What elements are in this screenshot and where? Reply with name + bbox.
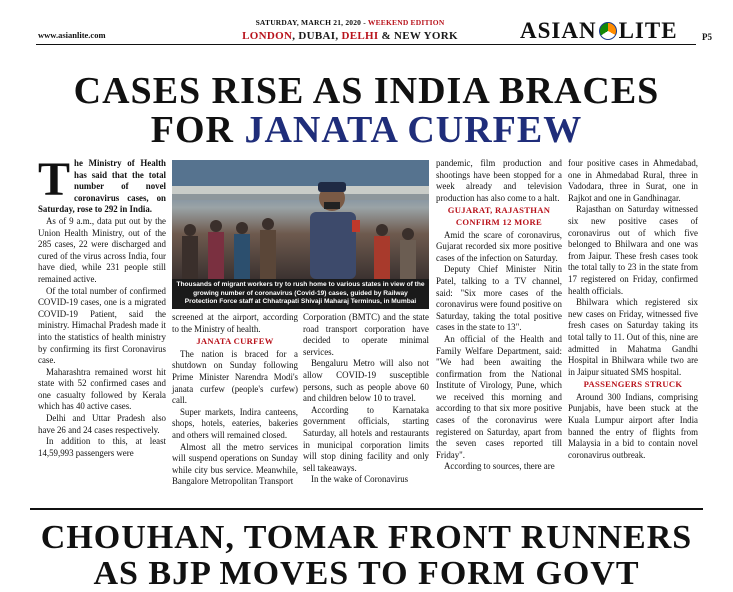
city-delhi: DELHI <box>341 30 379 42</box>
second-headline <box>30 520 703 592</box>
second-headline-line-2: AS BJP MOVES TO FORM GOVT <box>93 555 640 592</box>
masthead-rule <box>36 44 696 45</box>
city-new-york: NEW YORK <box>394 30 458 42</box>
paragraph: Rajasthan on Saturday witnessed six new positive cases of coronavirus out of which five belonged to Bhilwara and one was from Jaipur. These fresh cases took the total tally to 23 in the state from 17 registered on Friday, confirmed health officials. <box>568 204 698 296</box>
dateline <box>200 18 500 27</box>
india-flag-icon <box>599 22 617 40</box>
page-number: P5 <box>702 32 712 42</box>
paragraph: As of 9 a.m., data put out by the Union Health Ministry, out of the 285 cases, 22 were discharged and cured of the virus across India, four have died, while 231 people still remained active. <box>38 215 166 284</box>
city-london: LONDON <box>242 30 293 42</box>
issue-date: SATURDAY, MARCH 21, 2020 - <box>255 18 366 27</box>
paragraph: Around 300 Indians, comprising Punjabis, have been stuck at the Kuala Lumpur airport after India banned the entry of flights from Malaysia in a bid to contain novel coronavirus outbreak. <box>568 391 698 460</box>
lead-paragraph: he Ministry of Health has said that the total number of novel coronavirus cases, on Saturday, rose to 292 in India. <box>38 158 166 215</box>
paragraph: Deputy Chief Minister Nitin Patel, talking to a TV channel, said: "Six more cases of the coronavirus were found positive on Saturday, taking the total positive cases in the state to 13". <box>436 264 562 333</box>
paragraph: Amid the scare of coronavirus, Gujarat recorded six more positive cases of the infection on Saturday. <box>436 229 562 263</box>
edition-label: WEEKEND EDITION <box>367 18 445 27</box>
headline-line-2 <box>30 111 703 150</box>
paragraph: In addition to this, at least 14,59,993 passengers were <box>38 436 166 458</box>
section-divider <box>30 508 703 510</box>
paragraph: Super markets, Indira canteens, shops, hotels, eateries, bakeries and others will remained closed. <box>172 406 298 440</box>
subheading-line-2: CONFIRM 12 MORE <box>455 216 543 227</box>
paragraph: The nation is braced for a shutdown on Sunday following Prime Minister Narendra Modi's janata curfew (people's curfew) call. <box>172 348 298 406</box>
paragraph: In the wake of Coronavirus <box>311 474 409 485</box>
subheading-janata-curfew: JANATA CURFEW <box>196 336 274 347</box>
second-headline-line-1: CHOUHAN, TOMAR FRONT RUNNERS <box>40 519 693 556</box>
paragraph: four positive cases in Ahmedabad, one in Ahmedabad Rural, three in Vadodara, three in Surat, one in Rajkot and one in Gandhinagar. <box>568 158 698 203</box>
article-column-1 <box>38 153 166 459</box>
article-column-2 <box>172 312 298 488</box>
edition-cities: LONDON, DUBAI, DELHI & NEW YORK <box>242 30 458 42</box>
headline-for: FOR <box>150 109 234 151</box>
logo-word-asian: ASIAN <box>520 18 597 43</box>
paragraph: Maharashtra remained worst hit state with 52 confirmed cases and one casualty followed by Kerala which has 40 active cases. <box>38 366 166 412</box>
main-headline <box>30 72 703 150</box>
ampersand: & <box>381 30 391 42</box>
photo-caption: Thousands of migrant workers try to rush home to various states in view of the growing number of coronavirus (Covid-19) cases, guided by Railway Protection Force staff at Chhatrapati Shivaji Maharaj Terminus, in Mumbai <box>172 279 429 309</box>
city-dubai: DUBAI <box>298 30 336 42</box>
paragraph: Bhilwara which registered six new cases on Friday, witnessed five fresh cases on Saturday taking its total tally to 11. Out of this, nine are admitted in Mahatma Gandhi Hospital in Bhilwara while two are in Jaipur situated SMS hospital. <box>568 297 698 377</box>
paragraph: Of the total number of confirmed COVID-19 cases, one is a migrated COVID-19 Patient, said the ministry. Himachal Pradesh made it into the statistics of health ministry by confirming its first Coronavirus case. <box>38 285 166 366</box>
paragraph: Bengaluru Metro will also not allow COVID-19 susceptible persons, such as people above 60 and children below 10 to travel. <box>303 358 429 404</box>
asian-lite-logo <box>520 18 678 44</box>
article-column-3 <box>303 312 429 486</box>
drop-cap: T <box>38 153 71 206</box>
headline-line-1: CASES RISE AS INDIA BRACES <box>73 70 660 112</box>
logo-word-lite: LITE <box>618 18 678 43</box>
subheading-passengers-struck: PASSENGERS STRUCK <box>583 379 683 390</box>
paragraph: According to Karnataka government officials, starting Saturday, all hotels and restaurants in municipal corporation limits will stop dining facility and only sell takeaways. <box>303 404 429 473</box>
article-column-5 <box>568 158 698 461</box>
paragraph: Delhi and Uttar Pradesh also have 26 and 24 cases respectively. <box>38 413 166 435</box>
paragraph: screened at the airport, according to the Ministry of health. <box>172 312 298 334</box>
photo-illustration <box>172 160 429 279</box>
headline-janata-curfew: JANATA CURFEW <box>244 109 583 151</box>
site-url[interactable]: www.asianlite.com <box>38 30 106 40</box>
paragraph: Corporation (BMTC) and the state road transport corporation have decided to operate minimal services. <box>303 312 429 357</box>
paragraph: An official of the Health and Family Welfare Department, said: "We had been awaiting the confirmation from the National Institute of Virology, Pune, which we received this morning and according to that six more positive cases of the coronavirus were registered on Saturday, apart from the seven cases reported till Friday". <box>436 333 562 460</box>
article-column-4 <box>436 158 562 473</box>
subheading-gujarat-rajasthan <box>436 205 562 228</box>
news-photo <box>172 160 429 279</box>
subheading-line-1: GUJARAT, RAJASTHAN <box>447 205 551 216</box>
paragraph: pandemic, film production and shootings have been stopped for a week already and television production has also come to a halt. <box>436 158 562 203</box>
paragraph: According to sources, there are <box>444 461 555 472</box>
paragraph: Almost all the metro services will suspend operations on Sunday while city bus service. Meanwhile, Bangalore Metropolitan Transport <box>172 441 298 487</box>
